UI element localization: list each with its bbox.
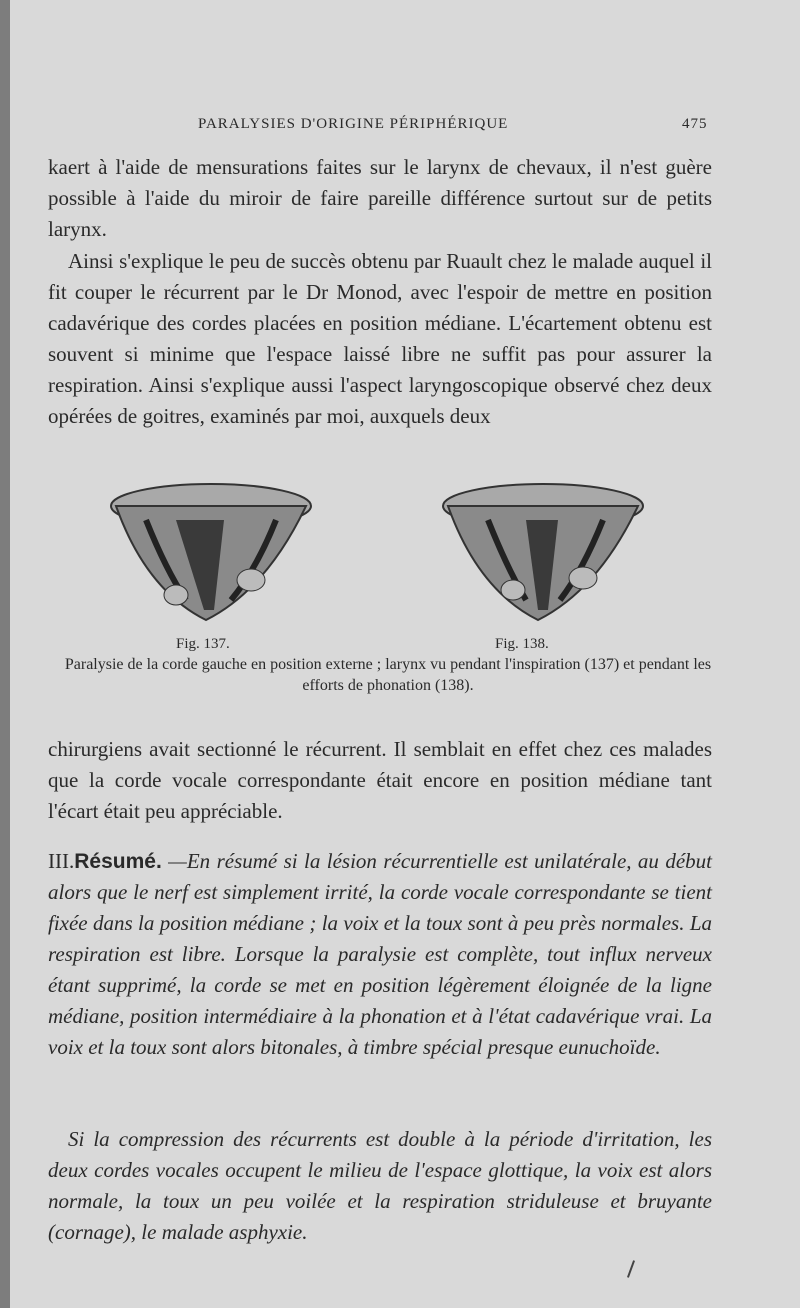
running-header <box>10 116 800 138</box>
section-number: III. <box>48 849 75 873</box>
figure-caption: Paralysie de la corde gauche en position externe ; larynx vu pendant l'inspiration (137) et pendant les efforts de phonation (138). <box>64 656 712 694</box>
paragraph-5: Si la compression des récurrents est double à la période d'irritation, les deux cordes vocales occupent le milieu de l'espace glottique, la voix est alors normale, la toux un peu voilée et la respiration striduleuse et bruyante (cornage), le malade asphyxie. <box>48 1127 712 1244</box>
larynx-figure-138 <box>438 470 648 630</box>
stray-mark <box>627 1260 635 1278</box>
summary-text: —En résumé si la lésion récurrentielle est unilatérale, au début alors que le nerf est simplement irrité, la corde vocale correspondante se tient fixée dans la position médiane ; la voix et la toux sont à peu près normales. La respiration est libre. Lorsque la paralysie est complète, tout influx nerveux étant supprimé, la corde se met en position légèrement éloignée de la ligne médiane, position intermédiaire à la phonation et à l'état cadavérique vrai. La voix et la toux sont alors bitonales, à timbre spécial presque eunuchoïde. <box>48 849 712 1059</box>
section-heading: Résumé. <box>74 850 162 873</box>
figure-label-138: Fig. 138. <box>495 636 549 652</box>
figure-label-137: Fig. 137. <box>176 636 230 652</box>
figures <box>10 470 800 660</box>
paragraph-1: kaert à l'aide de mensurations faites sur le larynx de chevaux, il n'est guère possible à l'aide du miroir de faire pareille différence surtout sur de petits larynx. <box>48 155 712 241</box>
page-number: 475 <box>682 116 708 132</box>
summary-paragraph <box>48 846 712 1063</box>
larynx-figure-137 <box>106 470 316 630</box>
header-title: PARALYSIES D'ORIGINE PÉRIPHÉRIQUE <box>198 116 509 132</box>
paragraph-3: chirurgiens avait sectionné le récurrent. Il semblait en effet chez ces malades que la corde vocale correspondante était encore en position médiane tant l'écart était peu appréciable. <box>48 737 712 823</box>
paragraph-2: Ainsi s'explique le peu de succès obtenu par Ruault chez le malade auquel il fit couper le récurrent par le Dr Monod, avec l'espoir de mettre en position cadavérique des cordes placées en position médiane. L'écartement obtenu est souvent si minime que l'espace laissé libre ne suffit pas pour assurer la respiration. Ainsi s'explique aussi l'aspect laryngoscopique observé chez deux opérées de goitres, examinés par moi, auxquels deux <box>48 249 712 428</box>
book-page <box>10 0 800 1308</box>
